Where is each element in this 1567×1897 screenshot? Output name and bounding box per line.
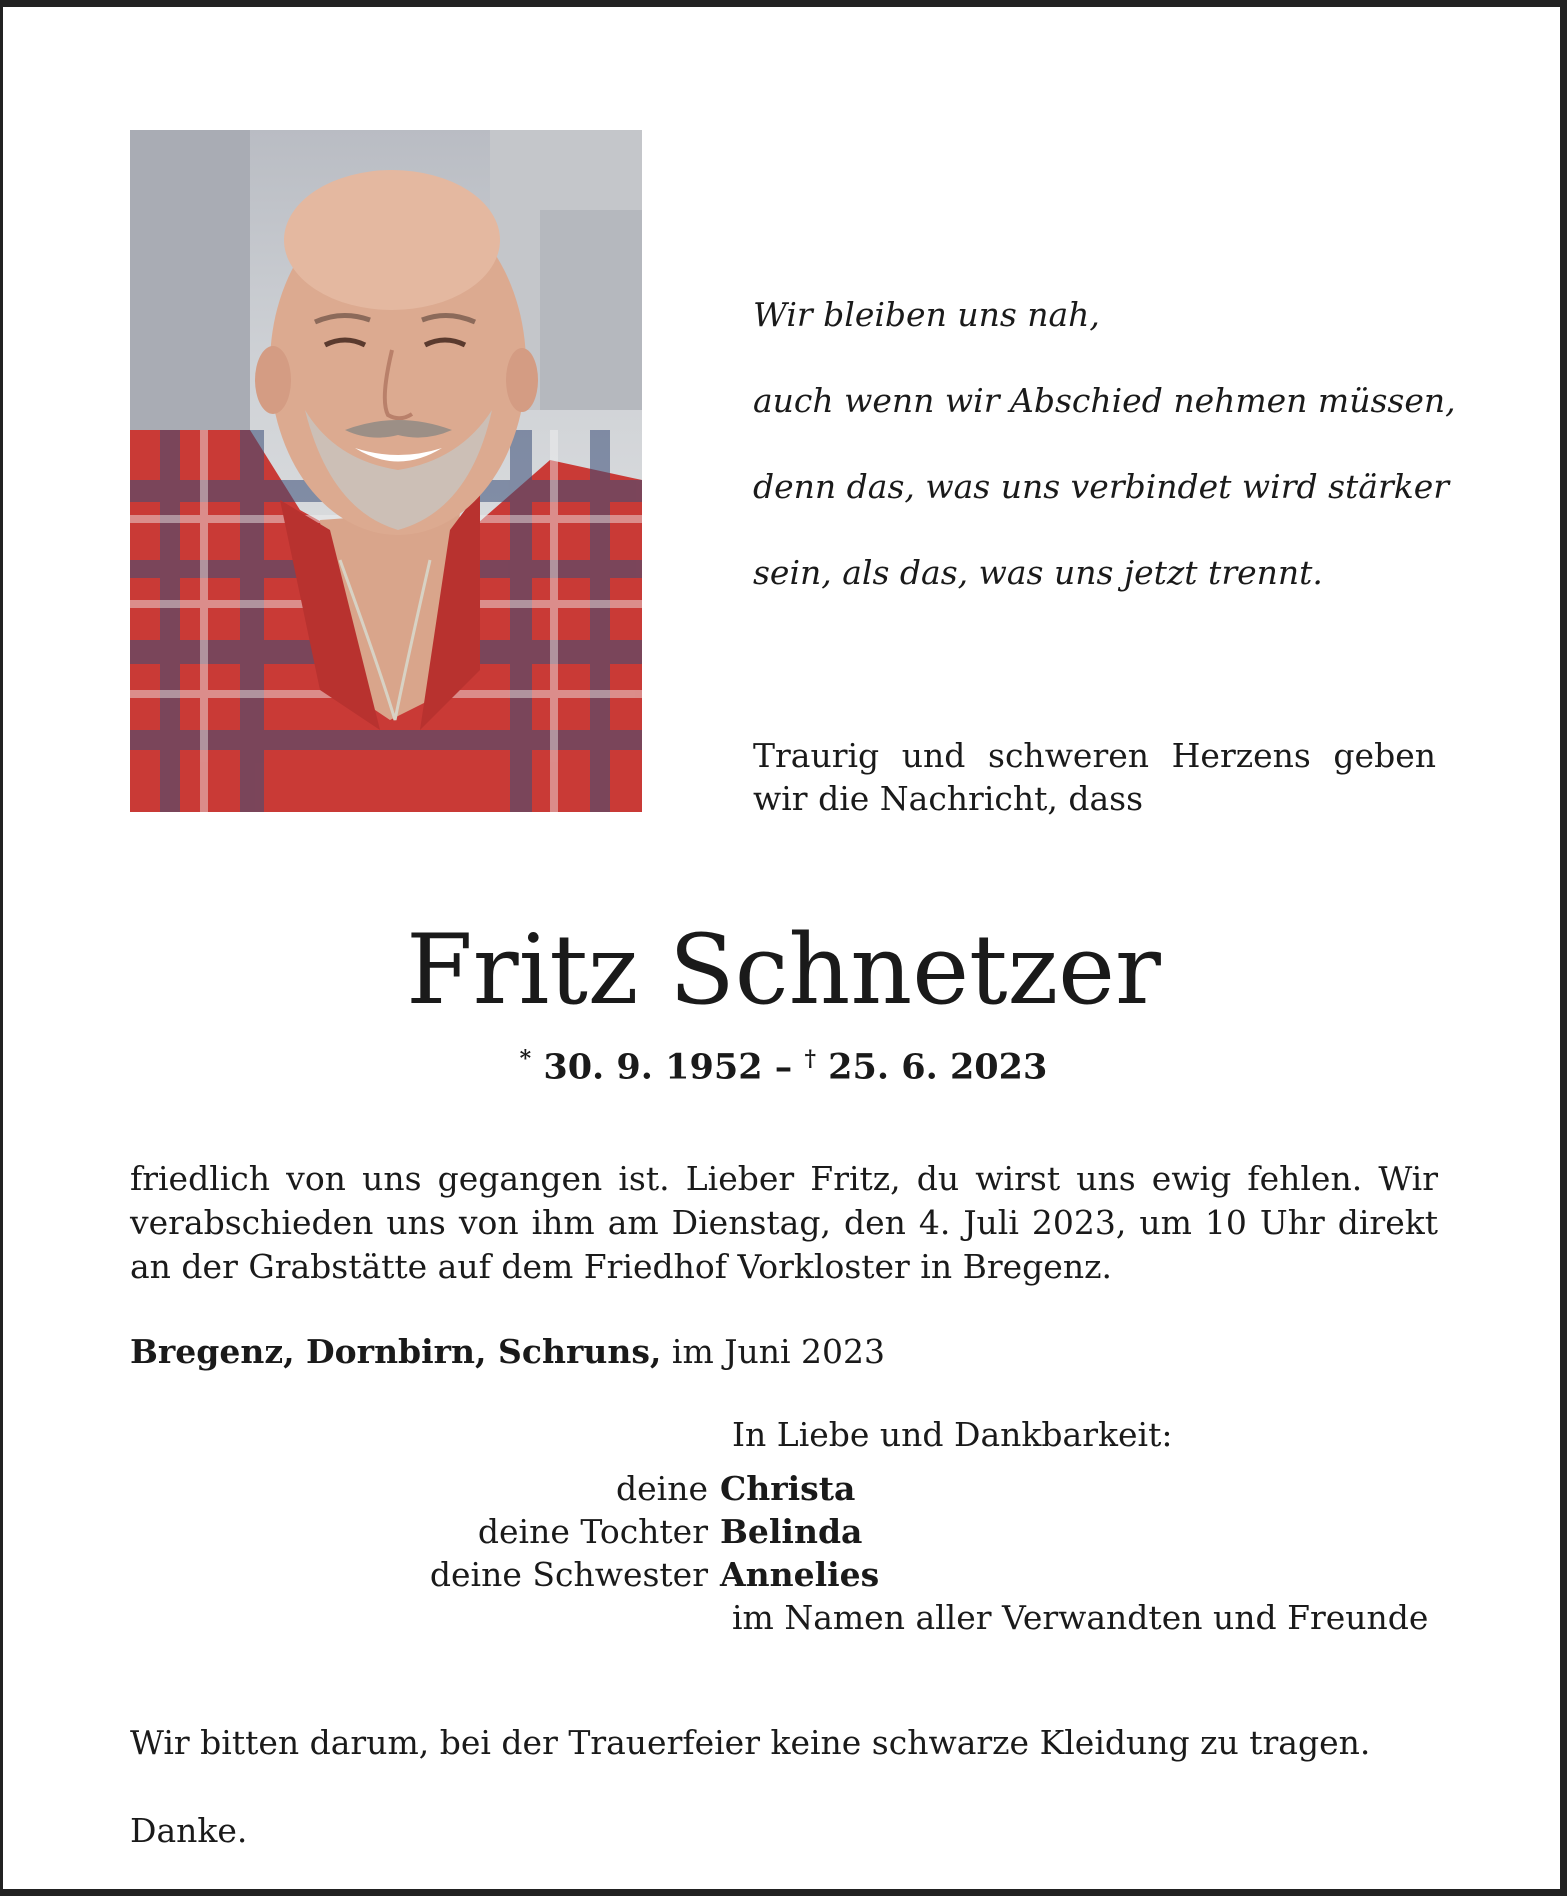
quote-text [753, 250, 1473, 637]
death-symbol: † [804, 1046, 816, 1072]
body-paragraph: friedlich von uns gegangen ist. Lieber Fritz, du wirst uns ewig fehlen. Wir verabschieden uns von ihm am Dienstag, den 4. Juli 2023, um 10 Uhr direkt an der Grabstätte auf dem Friedhof Vorkloster in Bregenz. [130, 1159, 1438, 1286]
death-date: 25. 6. 2023 [828, 1046, 1048, 1088]
date-separator: – [774, 1046, 793, 1088]
request-text [130, 1677, 1370, 1897]
signer-name: Christa [720, 1469, 856, 1508]
signers-extra: im Namen aller Verwandten und Freunde [732, 1598, 1429, 1637]
quote-line: auch wenn wir Abschied nehmen müssen, [753, 381, 1456, 420]
deceased-name: Fritz Schnetzer [406, 914, 1161, 1026]
birth-symbol: * [519, 1046, 532, 1072]
request-line: Wir bitten darum, bei der Trauerfeier keine schwarze Kleidung zu tragen. [130, 1723, 1371, 1762]
signature-intro: In Liebe und Dankbarkeit: [732, 1415, 1173, 1454]
birth-date: 30. 9. 1952 [543, 1046, 763, 1088]
announcement-text: Traurig und schweren Herzens geben wir die Nachricht, dass [753, 736, 1436, 818]
quote-line: sein, als das, was uns jetzt trennt. [753, 553, 1323, 592]
places-towns: Bregenz, Dornbirn, Schruns, [130, 1332, 662, 1371]
life-dates [0, 1035, 1567, 1092]
places-date: im Juni 2023 [671, 1332, 885, 1371]
signer-relation: deine Schwester [429, 1555, 708, 1594]
request-line: Danke. [130, 1811, 248, 1850]
place-date-line [130, 1330, 885, 1374]
quote-line: Wir bleiben uns nah, [753, 295, 1100, 334]
quote-line: denn das, was uns verbindet wird stärker [753, 467, 1450, 506]
portrait-photo [130, 130, 642, 812]
signer-row [300, 1510, 1450, 1553]
signer-relation: deine Tochter [477, 1512, 708, 1551]
signer-name: Belinda [720, 1512, 863, 1551]
signer-row [300, 1467, 1450, 1510]
signer-relation: deine [616, 1469, 708, 1508]
signers-list [300, 1467, 1450, 1639]
signer-row [300, 1553, 1450, 1596]
signer-name: Annelies [720, 1555, 880, 1594]
